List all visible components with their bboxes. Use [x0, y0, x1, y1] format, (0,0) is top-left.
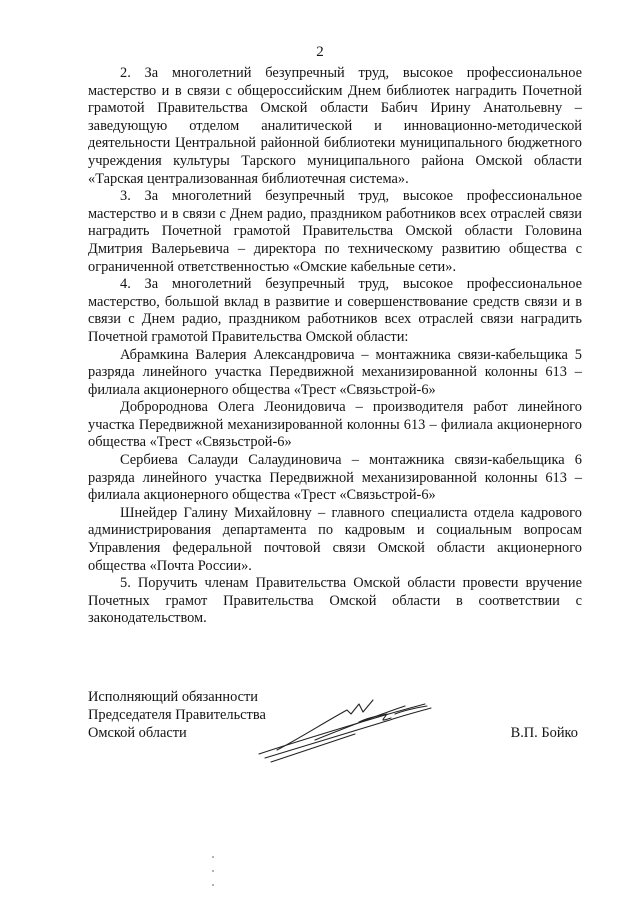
paragraph-award-communications: 4. За многолетний безупречный труд, высокое профессиональное мастерство, большой вклад в развитие и совершенствование средств связи и в связи с Днем радио, праздником работников всех отраслей связи наградить Почетной грамотой Правительства Омской области:	[88, 276, 582, 345]
scan-speck	[212, 856, 214, 858]
signatory-title-line: Председателя Правительства	[88, 707, 266, 723]
paragraph-instruction: 5. Поручить членам Правительства Омской области провести вручение Почетных грамот Правительства Омской области в соответствии с законодательством.	[88, 575, 582, 627]
scan-speck	[212, 884, 214, 886]
paragraph-award-golovin: 3. За многолетний безупречный труд, высокое профессиональное мастерство и в связи с Днем радио, праздником работников всех отраслей связи наградить Почетной грамотой Правительства Омской области Головина Дмитрия Валерьевича – директора по техническому развитию общества с ограниченной ответственностью «Омские кабельные сети».	[88, 188, 582, 275]
signatory-title	[88, 688, 266, 742]
paragraph-award-babich: 2. За многолетний безупречный труд, высокое профессиональное мастерство и в связи с общероссийским Днем библиотек наградить Почетной грамотой Правительства Омской области Бабич Ирину Анатольевну – заведующую отделом аналитической и инновационно-методической деятельности Центральной районной библиотеки муниципального бюджетного учреждения культуры Тарского муниципального района Омской области «Тарская централизованная библиотечная система».	[88, 65, 582, 187]
paragraph-awardee-abramkin: Абрамкина Валерия Александровича – монтажника связи-кабельщика 5 разряда линейного участка Передвижной механизированной колонны 613 – филиала акционерного общества «Трест «Связьстрой-6»	[88, 346, 582, 398]
document-body	[88, 65, 582, 628]
paragraph-awardee-serbiev: Сербиева Салауди Салаудиновича – монтажника связи-кабельщика 6 разряда линейного участка Передвижной механизированной колонны 613 – филиала акционерного общества «Трест «Связьстрой-6»	[88, 452, 582, 504]
paragraph-awardee-shneider: Шнейдер Галину Михайловну – главного специалиста отдела кадрового администрирования департамента по кадровым и социальным вопросам Управления федеральной почтовой связи Омской области акционерного общества «Почта России».	[88, 504, 582, 574]
page-number: 2	[316, 44, 324, 60]
signatory-name: В.П. Бойко	[510, 725, 578, 741]
scan-speck	[212, 870, 214, 872]
paragraph-awardee-dobrorodnov: Добророднова Олега Леонидовича – производителя работ линейного участка Передвижной механизированной колонны 613 – филиала акционерного общества «Трест «Связьстрой-6»	[88, 399, 582, 451]
handwritten-signature	[255, 692, 445, 766]
signatory-title-line: Исполняющий обязанности	[88, 689, 259, 705]
signatory-title-line: Омской области	[88, 725, 187, 741]
